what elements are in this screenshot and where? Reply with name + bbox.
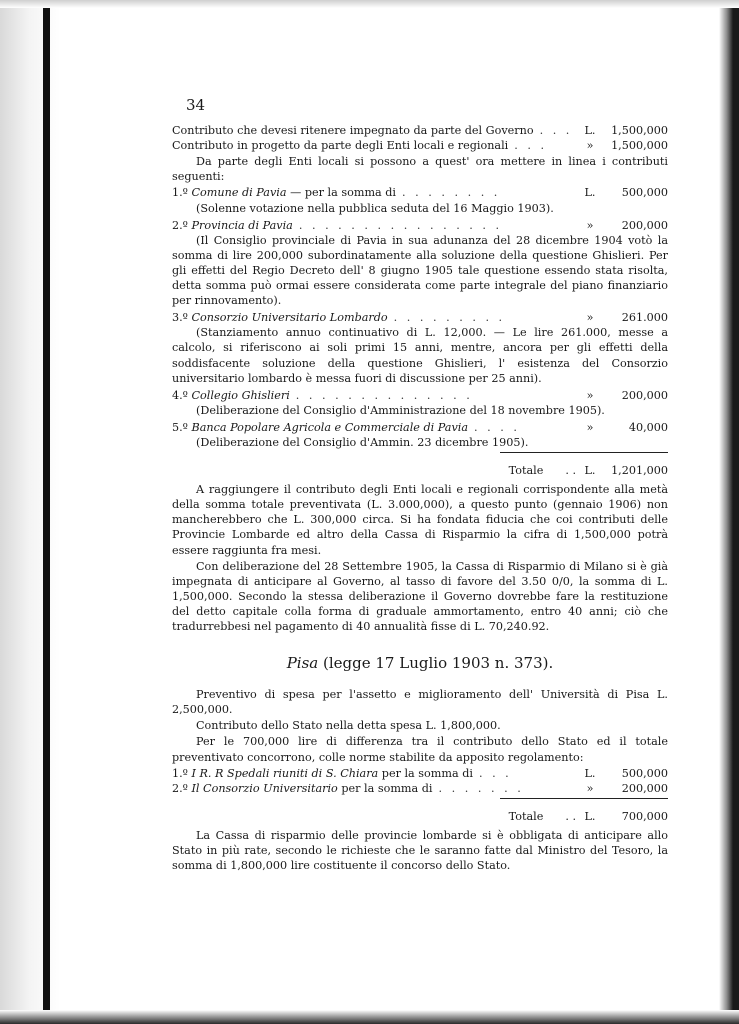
leader-dots: . . . . . . . . . . . . . . . . — [298, 218, 503, 232]
currency-mark: » — [586, 139, 594, 153]
amount: 200,000 — [621, 388, 668, 402]
item-note: (Solenne votazione nella pubblica seduta del 16 Maggio 1903). — [196, 201, 554, 215]
pavia-total — [172, 463, 668, 478]
total-label: Totale — [508, 809, 544, 823]
item-note: (Deliberazione del Consiglio d'Ammin. 23 dicembre 1905). — [196, 435, 529, 449]
item-rest: per la somma di — [337, 781, 433, 795]
currency-mark: L. — [584, 124, 596, 138]
leader-dots: . . . — [514, 139, 548, 153]
contribution-line-governo — [172, 123, 668, 138]
pavia-item-1 — [172, 185, 668, 200]
scan-left-edge — [0, 0, 60, 1024]
amount: 500,000 — [621, 766, 668, 780]
scan-top-edge — [0, 0, 739, 8]
leader-dots: . . . . . . . — [438, 781, 524, 795]
item-rest: per la somma di — [378, 766, 473, 780]
leader-dots: . . . — [478, 766, 512, 780]
currency-mark: L. — [584, 186, 596, 200]
amount: 261.000 — [621, 311, 668, 325]
item-number: 3.º — [172, 311, 188, 325]
item-rest: — per la somma di — [286, 186, 397, 200]
pisa-paragraph: La Cassa di risparmio delle provincie lombarde si è obbligata di anticipare allo Stato in più rate, secondo le richieste che le saranno fatte dal Ministro del Tesoro, la somma di 1,800,000 lire costituente il concorso dello Stato. — [172, 828, 668, 873]
leader-dots: . . . . . . . . — [402, 186, 501, 200]
leader-dots: . . — [565, 464, 576, 478]
scan-bottom-edge — [0, 1010, 739, 1024]
pisa-item-2 — [172, 781, 668, 796]
currency-mark: » — [586, 781, 594, 795]
currency-mark: L. — [584, 809, 596, 823]
pisa-section — [172, 687, 668, 873]
currency-mark: » — [586, 218, 594, 232]
leader-dots: . . . . — [474, 420, 520, 434]
line-text: Contributo che devesi ritenere impegnato da parte del Governo — [172, 124, 534, 138]
pisa-line-1: Preventivo di spesa per l'assetto e miglioramento dell' Università di Pisa L. 2,500,000. — [172, 688, 668, 717]
pavia-paragraph-2: Con deliberazione del 28 Settembre 1905, la Cassa di Risparmio di Milano si è già impegnata di anticipare al Governo, al tasso di favore del 3.50 0/0, la somma di L. 1,500,000. Secondo la stessa deliberazione il Governo dovrebbe fare la restituzione del detto capitale colla forma di graduale ammortamento, entro 40 anni; ciò che tradurrebbesi nel pagamento di 40 annualità fisse di L. 70,240.92. — [172, 559, 668, 633]
pavia-item-3 — [172, 310, 668, 325]
pavia-paragraph-1: A raggiungere il contributo degli Enti locali e regionali corrispondente alla metà della somma totale preventivata (L. 3.000,000), a questo punto (gennaio 1906) non mancherebbero che L. 300,000 circa. Si ha fondata fiducia che coi contributi delle Provincie Lombarde ed altro della Cassa di Risparmio la cifra di 1,500,000 potrà essere raggiunta fra mesi. — [172, 483, 668, 557]
total-amount: 700,000 — [621, 809, 668, 823]
line-text: Contributo in progetto da parte degli Enti locali e regionali — [172, 139, 509, 153]
contribution-line-enti — [172, 138, 668, 153]
amount: 500,000 — [621, 186, 668, 200]
leader-dots: . . — [565, 809, 576, 823]
item-number: 1.º — [172, 766, 188, 780]
amount: 1,500,000 — [611, 139, 668, 153]
item-number: 4.º — [172, 388, 188, 402]
amount: 200,000 — [621, 781, 668, 795]
item-number: 5.º — [172, 420, 188, 434]
currency-mark: » — [586, 311, 594, 325]
currency-mark: » — [586, 420, 594, 434]
item-number: 2.º — [172, 781, 188, 795]
item-name: Comune di Pavia — [191, 186, 287, 200]
currency-mark: » — [586, 388, 594, 402]
currency-mark: L. — [584, 766, 596, 780]
pavia-item-2 — [172, 218, 668, 233]
item-name: I R. R Spedali riuniti di S. Chiara — [191, 766, 379, 780]
item-number: 1.º — [172, 186, 188, 200]
item-name: Consorzio Universitario Lombardo — [191, 311, 388, 325]
item-name: Collegio Ghislieri — [191, 388, 290, 402]
pisa-line-2: Contributo dello Stato nella detta spesa L. 1,800,000. — [196, 719, 501, 733]
pisa-heading — [172, 656, 668, 671]
leader-dots: . . . — [539, 124, 573, 138]
total-amount: 1,201,000 — [611, 464, 668, 478]
item-note: (Il Consiglio provinciale di Pavia in sua adunanza del 28 dicembre 1904 votò la somma di lire 200,000 subordinatamente alla soluzione della questione Ghislieri. Per gli effetti del Regio Decreto dell' 8 giugno 1905 tale questione essendo stata risolta, detta somma può ormai essere considerata come parte integrale del piano finanziario per rinnovamento). — [172, 233, 668, 308]
heading-name: Pisa — [286, 654, 319, 673]
heading-rest: (legge 17 Luglio 1903 n. 373). — [318, 654, 554, 673]
item-note: (Stanziamento annuo continuativo di L. 12,000. — Le lire 261.000, messe a calcolo, si riferiscono ai soli primi 15 anni, mentre, ancora per gli effetti della soddisfacente soluzione della questione Ghislieri, l' esistenza del Consorzio universitario lombardo è messa fuori di discussione per 25 anni). — [172, 326, 668, 385]
pavia-section — [172, 123, 668, 634]
item-name: Il Consorzio Universitario — [191, 781, 338, 795]
pisa-total — [172, 809, 668, 824]
total-rule — [500, 452, 668, 453]
item-number: 2.º — [172, 218, 188, 232]
pisa-intro: Per le 700,000 lire di differenza tra il contributo dello Stato ed il totale preventivato concorrono, colle norme stabilite da apposito regolamento: — [172, 735, 668, 764]
leader-dots: . . . . . . . . . . . . . . — [295, 388, 473, 402]
amount: 1,500,000 — [611, 124, 668, 138]
document-page — [172, 98, 668, 874]
pavia-item-5 — [172, 420, 668, 435]
item-note: (Deliberazione del Consiglio d'Amministrazione del 18 novembre 1905). — [196, 403, 605, 417]
total-label: Totale — [508, 464, 544, 478]
pavia-intro: Da parte degli Enti locali si possono a quest' ora mettere in linea i contributi seguenti: — [172, 155, 668, 184]
pavia-item-4 — [172, 388, 668, 403]
amount: 200,000 — [621, 218, 668, 232]
amount: 40,000 — [628, 420, 668, 434]
total-rule — [500, 798, 668, 799]
book-spine-shadow — [43, 0, 50, 1024]
leader-dots: . . . . . . . . . — [393, 311, 506, 325]
page-number: 34 — [186, 96, 206, 114]
scan-right-edge — [719, 0, 739, 1024]
pisa-item-1 — [172, 766, 668, 781]
currency-mark: L. — [584, 464, 596, 478]
item-name: Provincia di Pavia — [191, 218, 293, 232]
item-name: Banca Popolare Agricola e Commerciale di Pavia — [191, 420, 469, 434]
